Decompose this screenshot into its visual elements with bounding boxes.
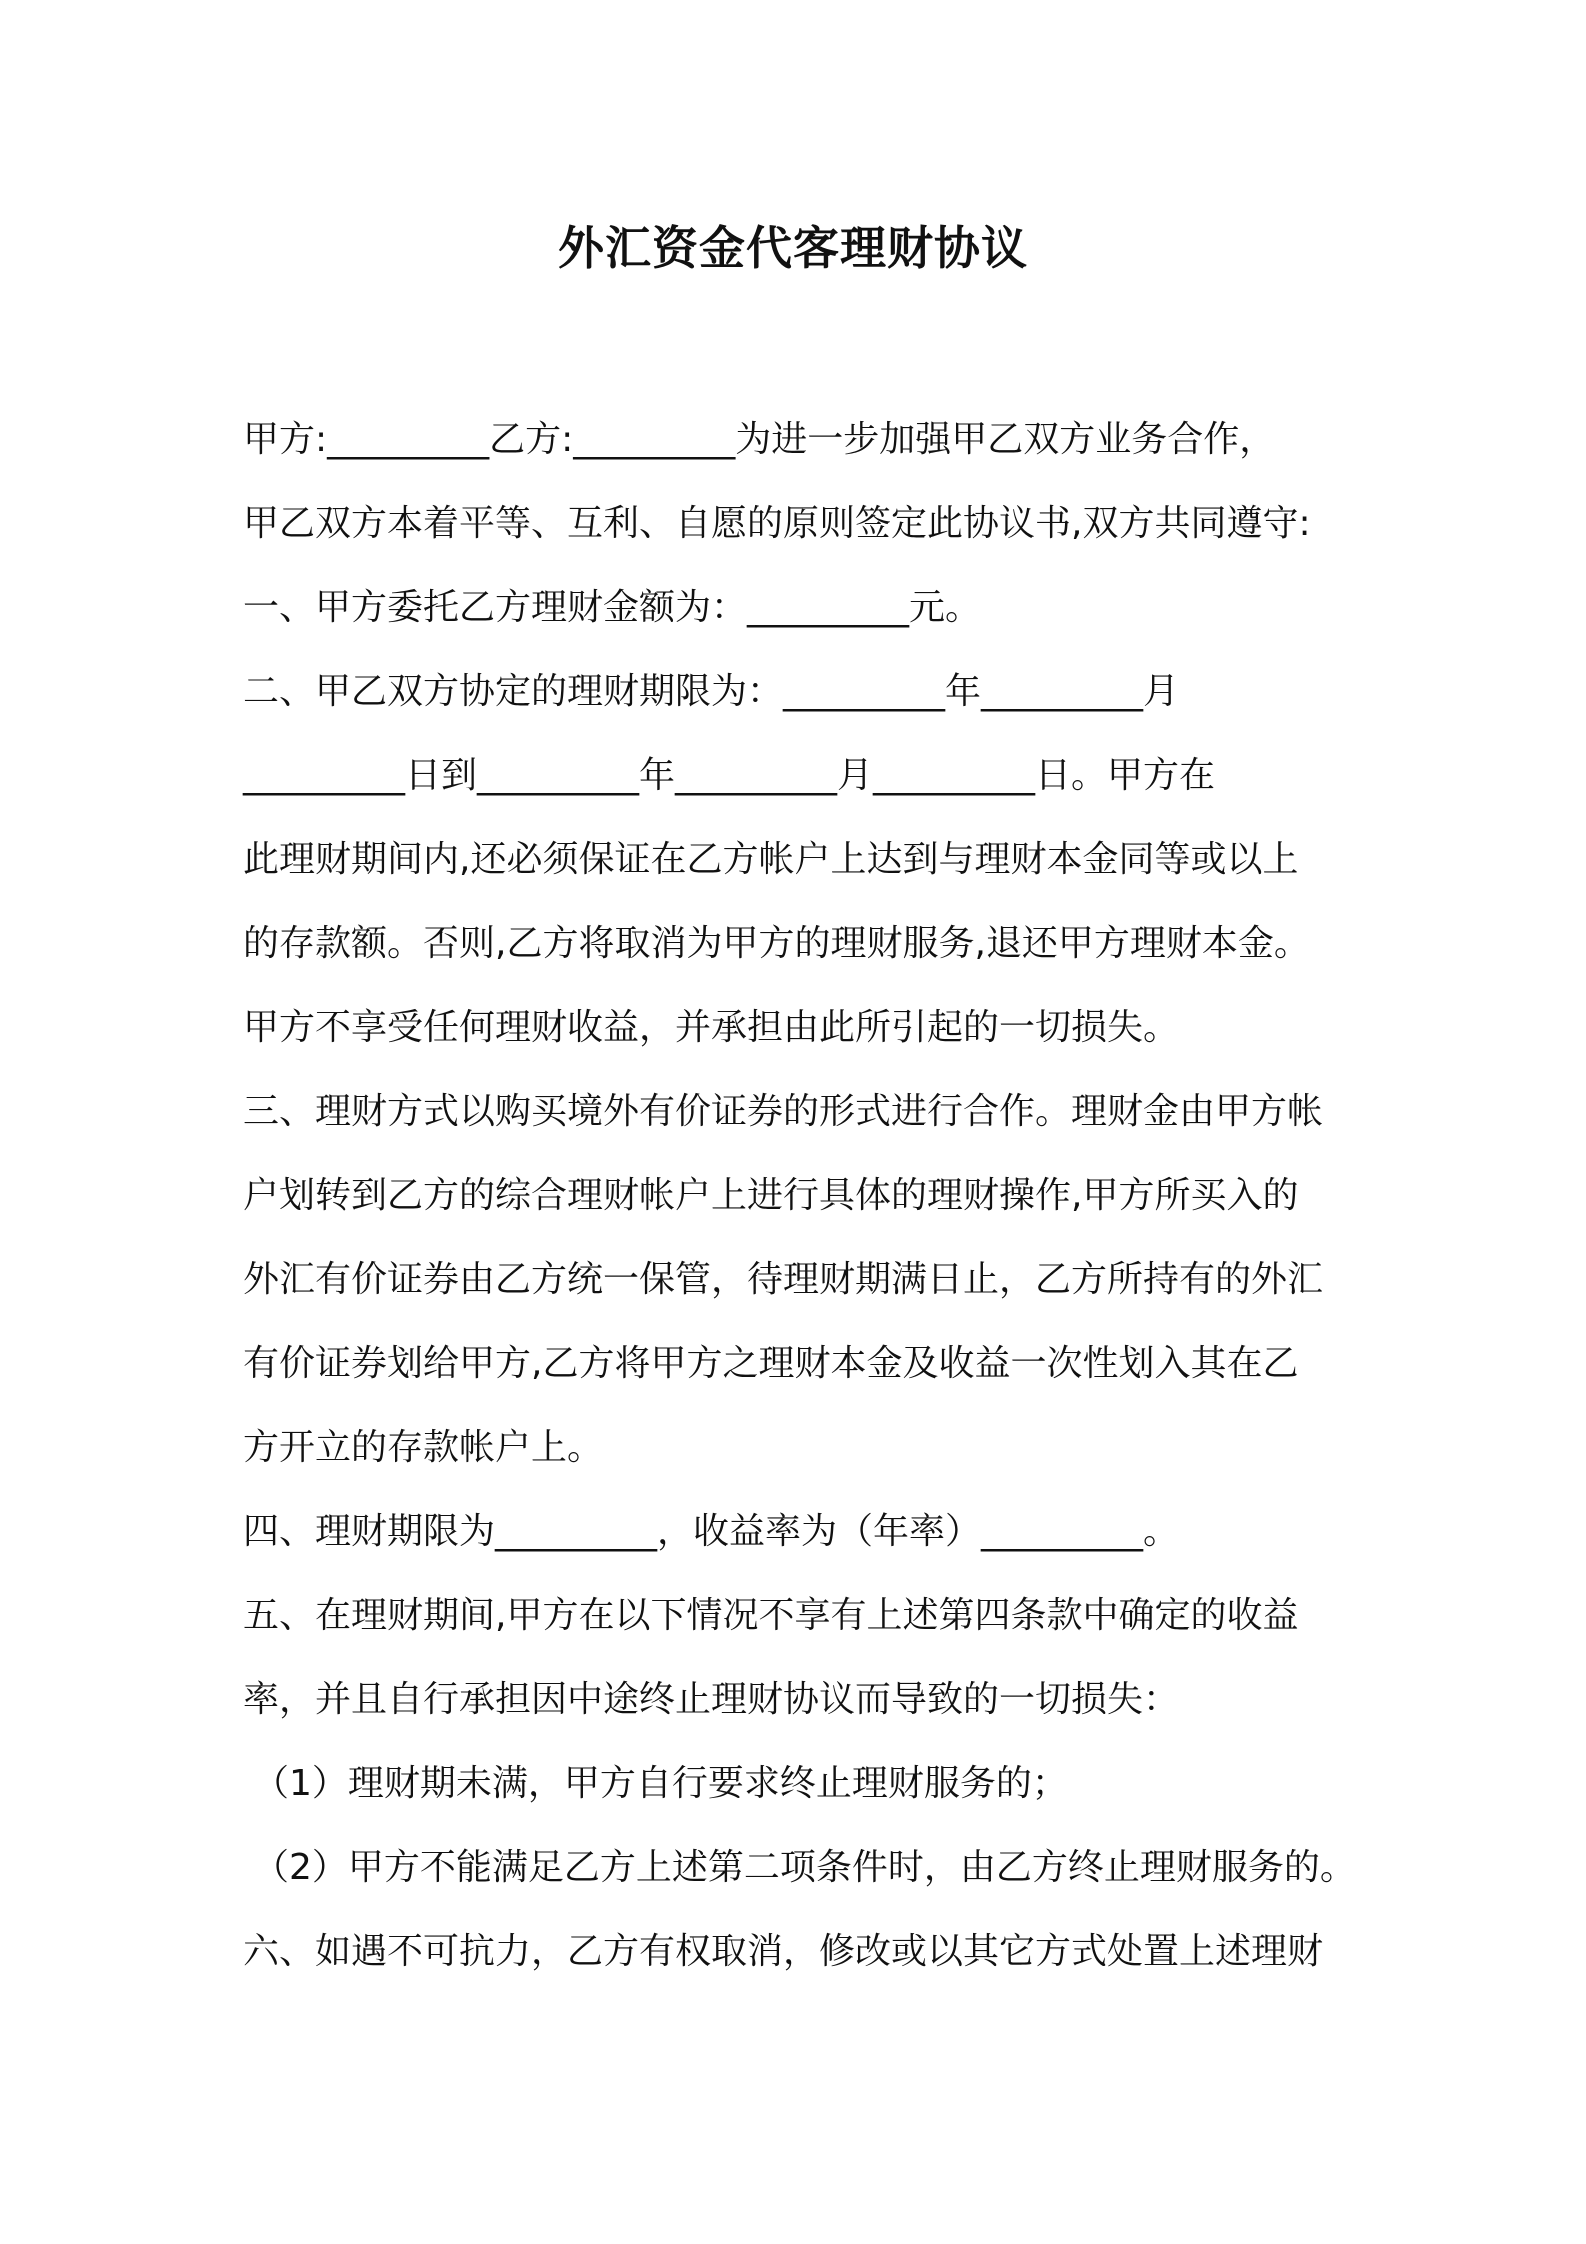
clause-3-line-1: 三、理财方式以购买境外有价证券的形式进行合作。理财金由甲方帐	[243, 1091, 1324, 1132]
clause-5-item-1: （1）理财期未满，甲方自行要求终止理财服务的；	[253, 1763, 1068, 1804]
document-body	[243, 408, 1383, 2004]
clause-2-line-5: 甲方不享受任何理财收益，并承担由此所引起的一切损失。	[243, 1007, 1180, 1048]
clause-3-line-4: 有价证券划给甲方,乙方将甲方之理财本金及收益一次性划入其在乙	[243, 1343, 1299, 1384]
clause-1-line: 一、甲方委托乙方理财金额为：_________元。	[243, 587, 982, 628]
clause-4-line: 四、理财期限为_________，收益率为（年率）_________。	[243, 1511, 1180, 1552]
clause-2-line-4: 的存款额。否则,乙方将取消为甲方的理财服务,退还甲方理财本金。	[243, 923, 1310, 964]
clause-5-line-2: 率，并且自行承担因中途终止理财协议而导致的一切损失：	[243, 1679, 1180, 1720]
clause-5-line-1: 五、在理财期间,甲方在以下情况不享有上述第四条款中确定的收益	[243, 1595, 1299, 1636]
clause-2-line-3: 此理财期间内,还必须保证在乙方帐户上达到与理财本金同等或以上	[243, 839, 1299, 880]
clause-3-line-5: 方开立的存款帐户上。	[243, 1427, 604, 1468]
clause-2-line-1: 二、甲乙双方协定的理财期限为：_________年_________月	[243, 671, 1180, 712]
clause-6-line-1: 六、如遇不可抗力，乙方有权取消，修改或以其它方式处置上述理财	[243, 1931, 1324, 1972]
preamble-line: 甲乙双方本着平等、互利、自愿的原则签定此协议书,双方共同遵守:	[243, 503, 1311, 544]
document-title: 外汇资金代客理财协议	[558, 221, 1028, 275]
clause-3-line-2: 户划转到乙方的综合理财帐户上进行具体的理财操作,甲方所买入的	[243, 1175, 1299, 1216]
clause-3-line-3: 外汇有价证券由乙方统一保管，待理财期满日止，乙方所持有的外汇	[243, 1259, 1324, 1300]
clause-5-item-2: （2）甲方不能满足乙方上述第二项条件时，由乙方终止理财服务的。	[253, 1847, 1356, 1888]
clause-2-line-2: _________日到_________年_________月_________日。甲方在	[243, 755, 1216, 796]
party-line: 甲方:_________乙方:_________为进一步加强甲乙双方业务合作，	[243, 419, 1276, 460]
